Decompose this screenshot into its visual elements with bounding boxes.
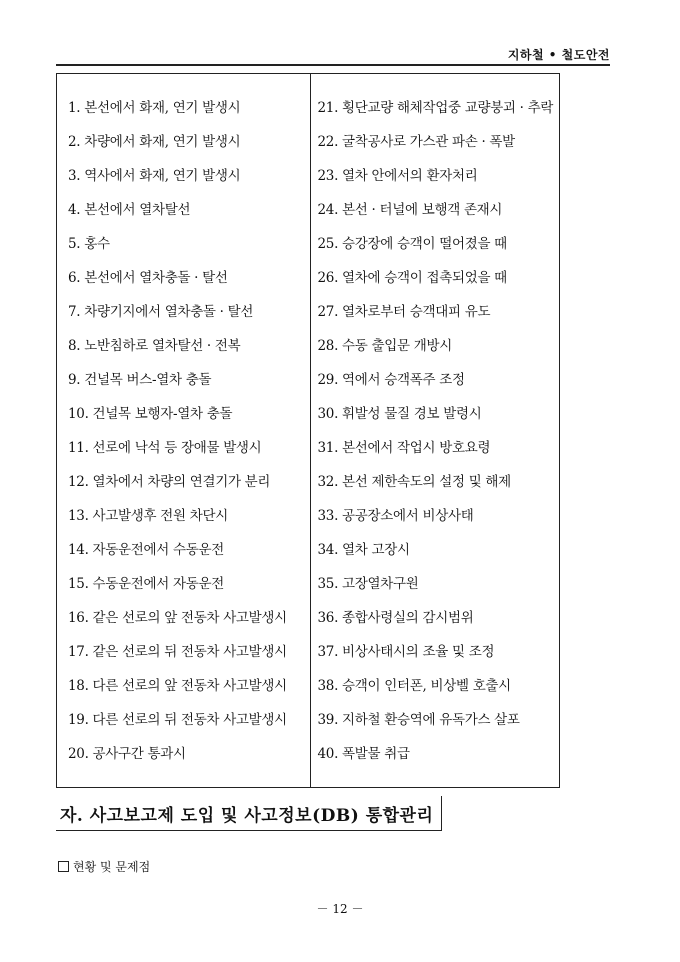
scenario-item: 28. 수동 출입문 개방시 [317, 338, 452, 354]
scenario-item: 10. 건널목 보행자-열차 충돌 [68, 406, 233, 422]
scenario-item: 36. 종합사령실의 감시범위 [317, 610, 474, 626]
checkbox-icon [58, 861, 69, 872]
scenario-item: 20. 공사구간 통과시 [68, 746, 186, 762]
scenario-table [56, 73, 560, 788]
header-rule [56, 64, 610, 66]
scenario-item: 33. 공공장소에서 비상사태 [317, 508, 474, 524]
scenario-column-left [57, 74, 311, 787]
scenario-item: 9. 건널목 버스-열차 충돌 [68, 372, 212, 388]
scenario-column-right [311, 74, 560, 787]
scenario-item: 35. 고장열차구원 [317, 576, 419, 592]
scenario-item: 19. 다른 선로의 뒤 전동차 사고발생시 [68, 712, 287, 728]
scenario-item: 3. 역사에서 화재, 연기 발생시 [68, 168, 241, 184]
scenario-item: 15. 수동운전에서 자동운전 [68, 576, 224, 592]
scenario-item: 18. 다른 선로의 앞 전동차 사고발생시 [68, 678, 287, 694]
subsection-title: 현황 및 문제점 [73, 860, 151, 874]
section-heading [56, 796, 442, 831]
scenario-item: 26. 열차에 승객이 접촉되었을 때 [317, 270, 507, 286]
scenario-item: 31. 본선에서 작업시 방호요령 [317, 440, 491, 456]
scenario-item: 37. 비상사태시의 조율 및 조정 [317, 644, 495, 660]
scenario-item: 39. 지하철 환승역에 유독가스 살포 [317, 712, 520, 728]
scenario-item: 40. 폭발물 취급 [317, 746, 410, 762]
section-title: 자. 사고보고제 도입 및 사고정보(DB) 통합관리 [60, 805, 434, 826]
scenario-item: 29. 역에서 승객폭주 조정 [317, 372, 465, 388]
scenario-item: 12. 열차에서 차량의 연결기가 분리 [68, 474, 271, 490]
scenario-item: 30. 휘발성 물질 경보 발령시 [317, 406, 482, 422]
scenario-item: 22. 굴착공사로 가스관 파손 · 폭발 [317, 134, 515, 150]
scenario-item: 34. 열차 고장시 [317, 542, 410, 558]
scenario-item: 13. 사고발생후 전원 차단시 [68, 508, 228, 524]
scenario-item: 1. 본선에서 화재, 연기 발생시 [68, 100, 241, 116]
scenario-item: 38. 승객이 인터폰, 비상벨 호출시 [317, 678, 511, 694]
scenario-item: 17. 같은 선로의 뒤 전동차 사고발생시 [68, 644, 287, 660]
scenario-item: 25. 승강장에 승객이 떨어졌을 때 [317, 236, 507, 252]
scenario-item: 24. 본선 · 터널에 보행객 존재시 [317, 202, 503, 218]
page-number: － 12 － [316, 902, 364, 916]
scenario-item: 21. 횡단교량 해체작업중 교량붕괴 · 추락 [317, 100, 554, 116]
scenario-item: 14. 자동운전에서 수동운전 [68, 542, 224, 558]
scenario-item: 16. 같은 선로의 앞 전동차 사고발생시 [68, 610, 287, 626]
scenario-item: 8. 노반침하로 열차탈선 · 전복 [68, 338, 241, 354]
scenario-item: 6. 본선에서 열차충돌 · 탈선 [68, 270, 228, 286]
scenario-item: 27. 열차로부터 승객대피 유도 [317, 304, 491, 320]
scenario-item: 23. 열차 안에서의 환자처리 [317, 168, 478, 184]
scenario-item: 7. 차량기지에서 열차충돌 · 탈선 [68, 304, 254, 320]
header-title: 지하철 • 철도안전 [507, 48, 610, 62]
subsection-heading [58, 858, 150, 875]
scenario-item: 11. 선로에 낙석 등 장애물 발생시 [68, 440, 262, 456]
scenario-item: 5. 홍수 [68, 236, 110, 252]
scenario-item: 4. 본선에서 열차탈선 [68, 202, 191, 218]
scenario-item: 2. 차량에서 화재, 연기 발생시 [68, 134, 241, 150]
scenario-item: 32. 본선 제한속도의 설정 및 해제 [317, 474, 511, 490]
